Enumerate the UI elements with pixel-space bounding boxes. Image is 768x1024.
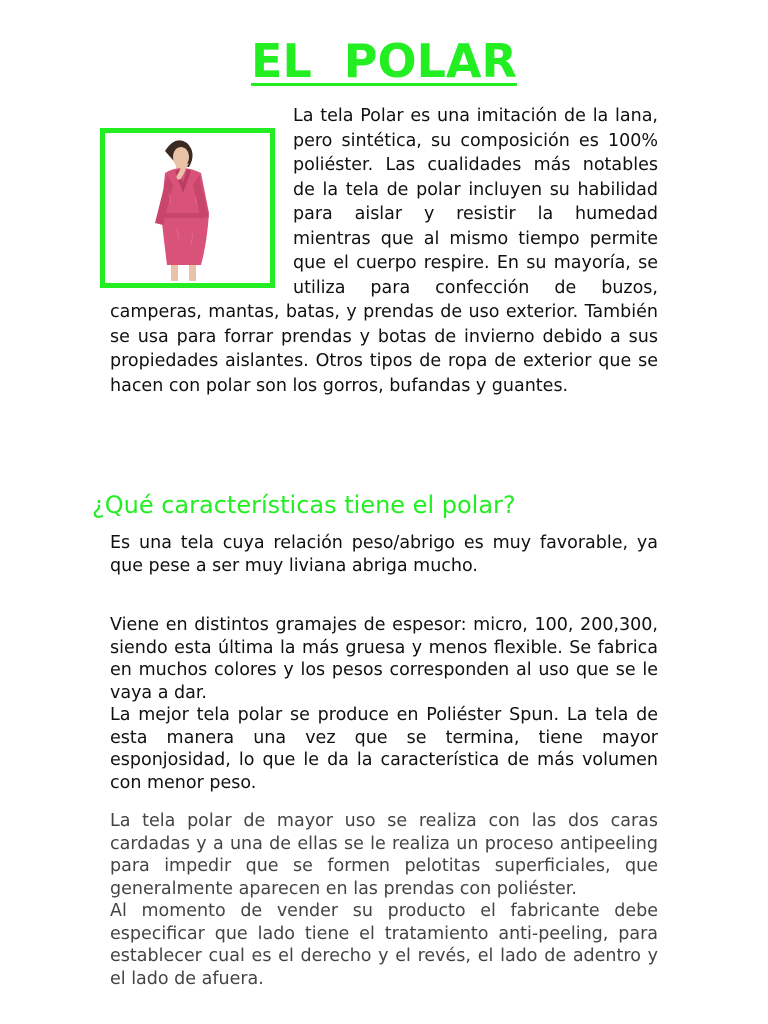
paragraph-thickness-spun: Viene en distintos gramajes de espesor: micro, 100, 200,300, siendo esta última la más gruesa y menos flexible. Se fabrica en muchos colores y los pesos corresponden al uso que se le vaya a dar. La mejor tela polar se produce en Poliéster Spun. La tela de esta manera una vez que se termina, tiene mayor esponjosidad, lo que le da la característica de más volumen con menor peso. bbox=[110, 615, 658, 793]
intro-paragraph: La tela Polar es una imitación de la lana, pero sintética, su composición es 100% poliéster. Las cualidades más notables de la tela de polar incluyen su habilidad para aislar y resistir la humedad mientras que al mismo tiempo permite que el cuerpo respire. En su mayoría, se utiliza para confección de buzos, camperas, mantas, batas, y prendas de uso exterior. También se usa para forrar prendas y botas de invierno debido a sus propiedades aislantes. Otros tipos de ropa de exterior que se hacen con polar son los gorros, bufandas y guantes. bbox=[110, 106, 658, 396]
page-title: EL POLAR bbox=[251, 34, 517, 88]
robe-photo bbox=[100, 128, 275, 288]
paragraph-antipeeling: La tela polar de mayor uso se realiza con las dos caras cardadas y a una de ellas se le realiza un proceso antipeeling para impedir que se formen pelotitas superficiales, que generalmente aparecen en las prendas con poliéster. Al momento de vender su producto el fabricante debe especificar que lado tiene el tratamiento anti-peeling, para establecer cual es el derecho y el revés, el lado de adentro y el lado de afuera. bbox=[110, 811, 658, 989]
intro-section bbox=[110, 104, 658, 398]
paragraph-weight-warmth: Es una tela cuya relación peso/abrigo es muy favorable, ya que pese a ser muy liviana abriga mucho. bbox=[110, 533, 658, 576]
section-heading: ¿Qué características tiene el polar? bbox=[92, 491, 516, 519]
woman-in-pink-robe-photo-icon bbox=[105, 133, 270, 283]
